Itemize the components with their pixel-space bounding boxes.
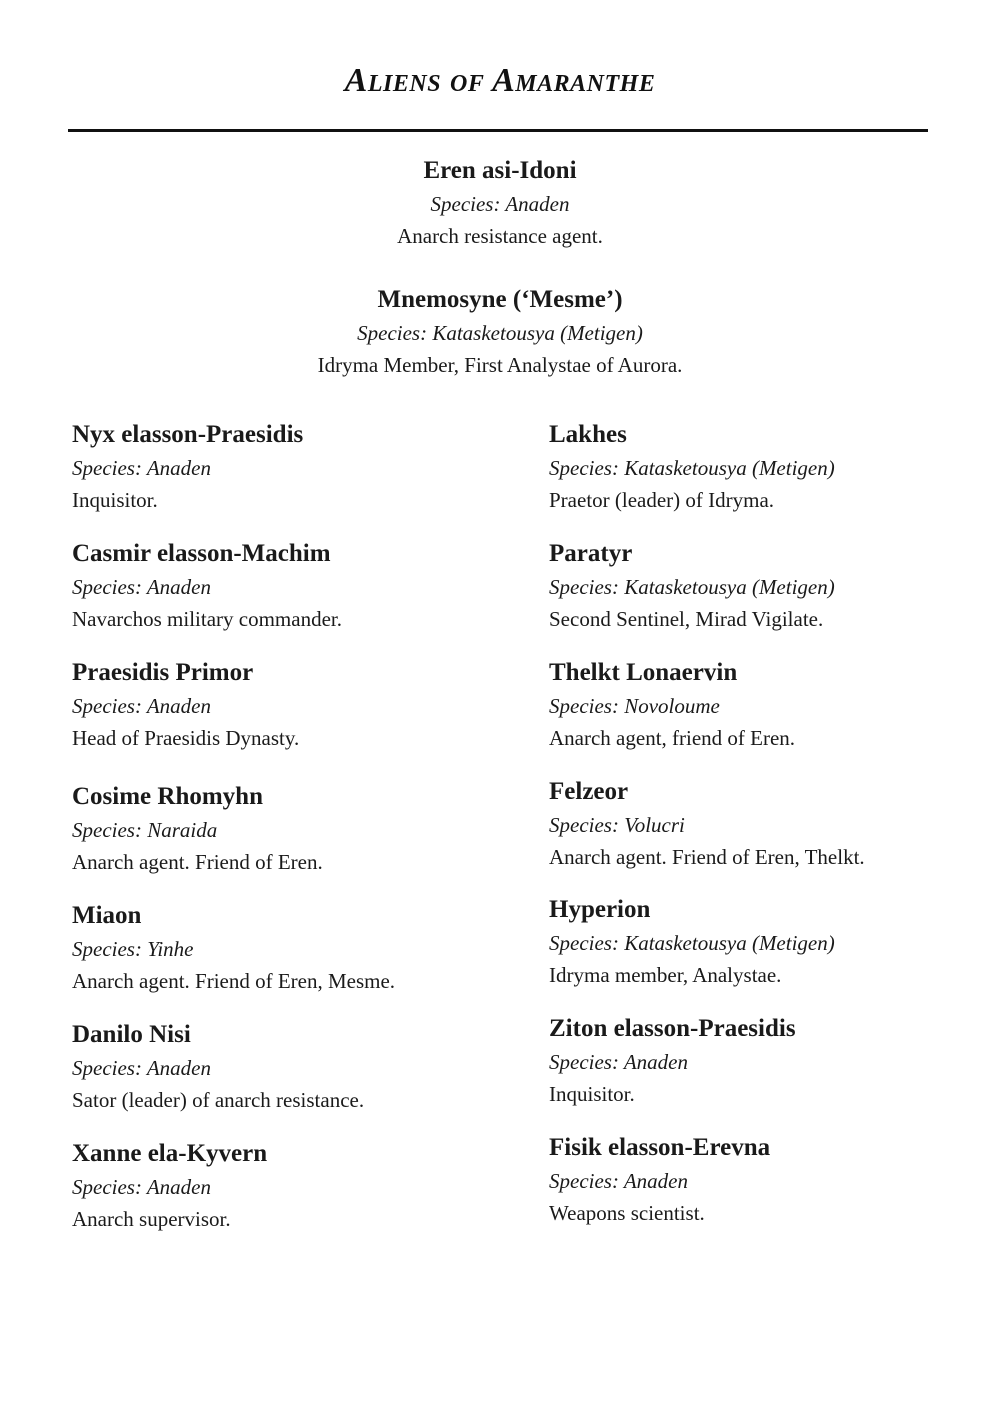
title-divider <box>68 129 928 132</box>
page-title: Aliens of Amaranthe <box>344 62 656 99</box>
character-name: Paratyr <box>549 540 633 567</box>
character-description: Inquisitor. <box>549 1082 635 1106</box>
character-species: Species: Anaden <box>72 1175 211 1199</box>
character-name: Miaon <box>72 902 142 929</box>
character-species: Species: Anaden <box>549 1169 688 1193</box>
character-species: Species: Katasketousya (Metigen) <box>549 456 835 480</box>
character-description: Idryma Member, First Analystae of Aurora. <box>317 353 683 377</box>
character-entry <box>72 656 512 754</box>
character-species: Species: Anaden <box>549 1050 688 1074</box>
character-name: Ziton elasson-Praesidis <box>549 1015 796 1042</box>
character-description: Anarch supervisor. <box>72 1207 231 1231</box>
character-description: Anarch agent. Friend of Eren, Mesme. <box>72 969 396 993</box>
character-description: Weapons scientist. <box>549 1201 705 1225</box>
character-entry <box>72 1137 512 1235</box>
character-name: Nyx elasson-Praesidis <box>72 421 304 448</box>
character-name: Thelkt Lonaervin <box>549 659 738 686</box>
character-description: Sator (leader) of anarch resistance. <box>72 1088 365 1112</box>
character-entry <box>549 418 969 516</box>
character-species: Species: Anaden <box>430 192 570 216</box>
character-description: Second Sentinel, Mirad Vigilate. <box>549 607 824 631</box>
character-entry <box>549 537 969 635</box>
character-description: Anarch agent. Friend of Eren, Thelkt. <box>549 845 865 869</box>
character-entry <box>72 1018 512 1116</box>
character-name: Cosime Rhomyhn <box>72 783 263 810</box>
character-name: Mnemosyne (‘Mesme’) <box>377 286 623 313</box>
character-description: Idryma member, Analystae. <box>549 963 782 987</box>
character-species: Species: Katasketousya (Metigen) <box>549 575 835 599</box>
character-entry <box>549 656 969 754</box>
featured-entry-eren <box>0 154 1000 252</box>
character-species: Species: Katasketousya (Metigen) <box>357 321 643 345</box>
character-species: Species: Katasketousya (Metigen) <box>549 931 835 955</box>
character-name: Eren asi-Idoni <box>423 157 577 184</box>
character-entry <box>549 1131 969 1229</box>
character-entry <box>549 775 969 873</box>
character-description: Anarch agent, friend of Eren. <box>549 726 796 750</box>
character-entry <box>72 537 512 635</box>
character-species: Species: Yinhe <box>72 937 194 961</box>
character-entry <box>72 780 512 878</box>
character-description: Head of Praesidis Dynasty. <box>72 726 300 750</box>
character-species: Species: Anaden <box>72 456 211 480</box>
character-species: Species: Volucri <box>549 813 685 837</box>
character-description: Anarch resistance agent. <box>397 224 603 248</box>
featured-entry-mnemosyne <box>0 283 1000 381</box>
character-name: Xanne ela-Kyvern <box>72 1140 268 1167</box>
character-species: Species: Anaden <box>72 575 211 599</box>
character-name: Danilo Nisi <box>72 1021 191 1048</box>
character-description: Navarchos military commander. <box>72 607 342 631</box>
character-species: Species: Naraida <box>72 818 218 842</box>
character-name: Fisik elasson-Erevna <box>549 1134 771 1161</box>
character-entry <box>549 893 969 991</box>
character-name: Praesidis Primor <box>72 659 254 686</box>
character-entry <box>72 418 512 516</box>
character-description: Anarch agent. Friend of Eren. <box>72 850 323 874</box>
character-name: Casmir elasson-Machim <box>72 540 331 567</box>
character-entry <box>549 1012 969 1110</box>
character-species: Species: Novoloume <box>549 694 720 718</box>
character-name: Lakhes <box>549 421 627 448</box>
character-name: Hyperion <box>549 896 651 923</box>
character-description: Inquisitor. <box>72 488 158 512</box>
character-entry <box>72 899 512 997</box>
character-description: Praetor (leader) of Idryma. <box>549 488 775 512</box>
character-species: Species: Anaden <box>72 1056 211 1080</box>
character-name: Felzeor <box>549 778 629 805</box>
character-species: Species: Anaden <box>72 694 211 718</box>
